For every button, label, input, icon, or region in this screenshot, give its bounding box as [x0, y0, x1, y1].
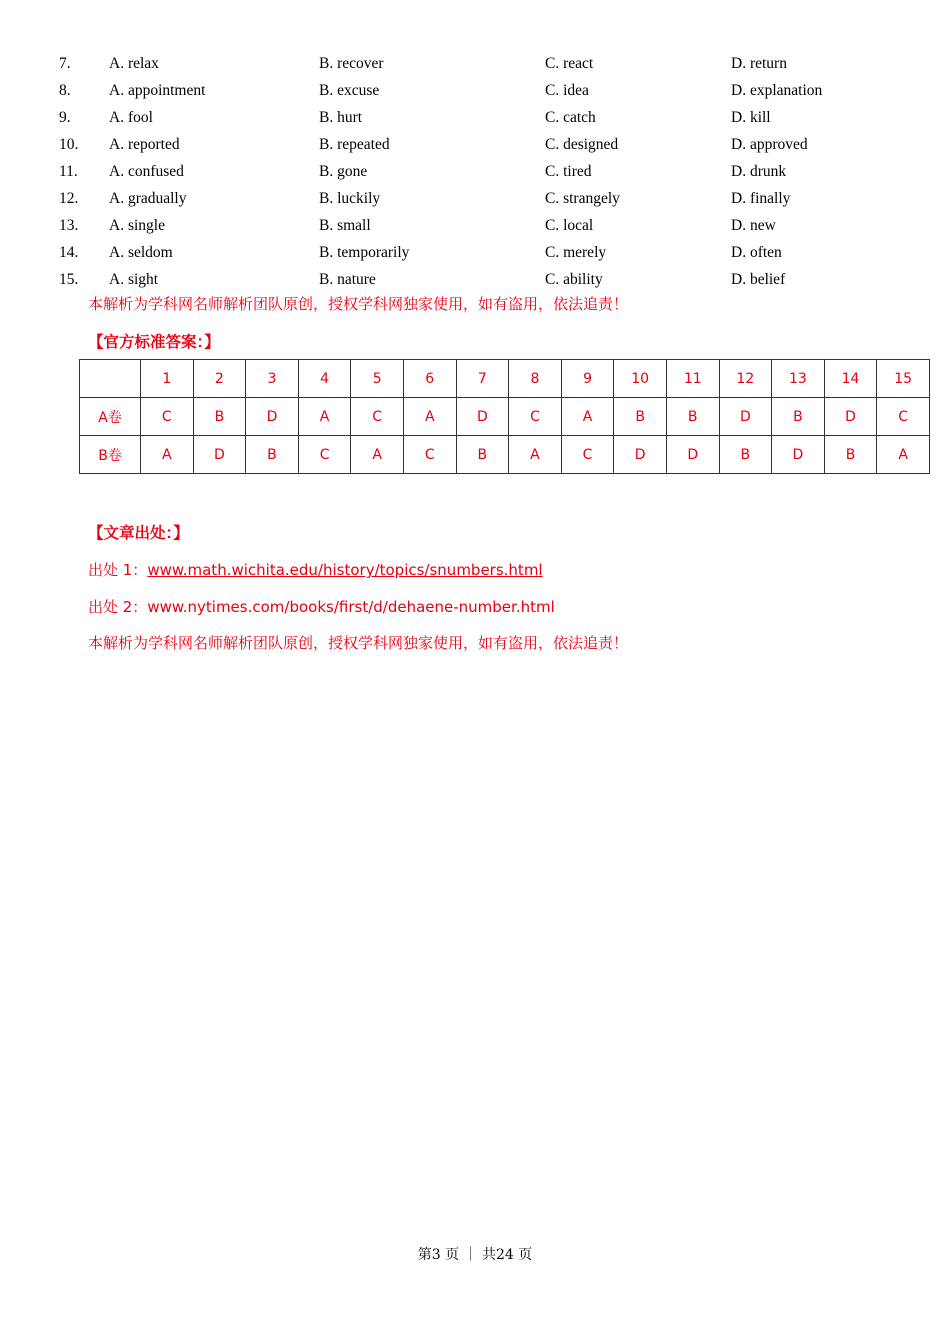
table-cell: 9 [561, 360, 614, 398]
table-cell: D [456, 398, 509, 436]
option-d: D. approved [731, 136, 808, 153]
option-b: B. small [319, 217, 371, 234]
table-cell: 7 [456, 360, 509, 398]
question-row [0, 131, 950, 158]
option-a: A. fool [109, 109, 153, 126]
question-row [0, 239, 950, 266]
option-b: B. excuse [319, 82, 380, 99]
table-cell: A [351, 436, 404, 474]
question-number: 11. [59, 163, 78, 180]
table-cell: A [509, 436, 562, 474]
option-c: C. local [545, 217, 594, 234]
option-d: D. often [731, 244, 782, 261]
table-cell: A [403, 398, 456, 436]
option-a: A. sight [109, 271, 159, 288]
table-cell: A [298, 398, 351, 436]
table-cell: 13 [772, 360, 825, 398]
option-d: D. new [731, 217, 776, 234]
table-cell: B [824, 436, 877, 474]
question-row [0, 266, 950, 293]
table-cell: 2 [193, 360, 246, 398]
option-a: A. gradually [109, 190, 187, 207]
option-b: B. luckily [319, 190, 381, 207]
option-b: B. gone [319, 163, 368, 180]
option-c: C. merely [545, 244, 607, 261]
table-cell: D [719, 398, 772, 436]
table-cell: A卷 [80, 398, 141, 436]
table-cell: 6 [403, 360, 456, 398]
table-header-row [80, 360, 930, 398]
option-c: C. catch [545, 109, 596, 126]
source-heading: 【文章出处：】 [88, 524, 189, 542]
source-1 [88, 559, 543, 580]
table-cell: A [141, 436, 194, 474]
question-number: 7. [59, 55, 71, 72]
question-number: 15. [59, 271, 79, 288]
option-b: B. hurt [319, 109, 363, 126]
table-cell [80, 360, 141, 398]
table-cell: A [561, 398, 614, 436]
question-row [0, 185, 950, 212]
option-d: D. explanation [731, 82, 823, 99]
table-cell: C [561, 436, 614, 474]
table-cell: D [614, 436, 667, 474]
table-cell: 10 [614, 360, 667, 398]
table-cell: 15 [877, 360, 930, 398]
table-cell: C [509, 398, 562, 436]
table-cell: D [193, 436, 246, 474]
table-cell: B [614, 398, 667, 436]
table-cell: 11 [666, 360, 719, 398]
question-number: 8. [59, 82, 71, 99]
table-cell: B [193, 398, 246, 436]
table-cell: B [456, 436, 509, 474]
question-row [0, 77, 950, 104]
table-cell: B [666, 398, 719, 436]
option-a: A. single [109, 217, 165, 234]
option-a: A. appointment [109, 82, 206, 99]
option-b: B. repeated [319, 136, 390, 153]
option-c: C. strangely [545, 190, 620, 207]
option-d: D. kill [731, 109, 771, 126]
answer-table [79, 359, 930, 474]
option-b: B. temporarily [319, 244, 410, 261]
option-a: A. confused [109, 163, 184, 180]
question-row [0, 50, 950, 77]
table-cell: A [877, 436, 930, 474]
table-cell: 4 [298, 360, 351, 398]
table-cell: C [403, 436, 456, 474]
option-c: C. react [545, 55, 594, 72]
table-cell: 12 [719, 360, 772, 398]
source-label: 出处 1： [88, 561, 148, 579]
source-link-1[interactable]: www.math.wichita.edu/history/topics/snumbers.html [147, 561, 543, 579]
table-cell: B卷 [80, 436, 141, 474]
option-c: C. ability [545, 271, 603, 288]
source-2 [88, 596, 555, 617]
page-footer: 第3 页 ｜ 共24 页 [417, 1247, 533, 1263]
table-cell: 1 [141, 360, 194, 398]
table-cell: 3 [246, 360, 299, 398]
table-cell: B [246, 436, 299, 474]
table-cell: 5 [351, 360, 404, 398]
table-cell: B [719, 436, 772, 474]
option-d: D. belief [731, 271, 786, 288]
table-cell: D [246, 398, 299, 436]
question-number: 13. [59, 217, 79, 234]
table-cell: C [298, 436, 351, 474]
option-d: D. drunk [731, 163, 787, 180]
table-cell: D [666, 436, 719, 474]
table-cell: D [824, 398, 877, 436]
table-cell: C [141, 398, 194, 436]
table-cell: 8 [509, 360, 562, 398]
option-a: A. seldom [109, 244, 173, 261]
question-number: 9. [59, 109, 71, 126]
table-row [80, 436, 930, 474]
table-cell: C [877, 398, 930, 436]
question-number: 10. [59, 136, 79, 153]
table-cell: D [772, 436, 825, 474]
question-row [0, 212, 950, 239]
option-d: D. finally [731, 190, 791, 207]
option-a: A. relax [109, 55, 159, 72]
question-row [0, 104, 950, 131]
question-row [0, 158, 950, 185]
table-cell: 14 [824, 360, 877, 398]
option-d: D. return [731, 55, 787, 72]
table-row [80, 398, 930, 436]
option-a: A. reported [109, 136, 180, 153]
table-cell: B [772, 398, 825, 436]
question-number: 12. [59, 190, 79, 207]
source-link-2[interactable]: www.nytimes.com/books/first/d/dehaene-number.html [147, 598, 555, 616]
option-c: C. designed [545, 136, 619, 153]
option-c: C. tired [545, 163, 592, 180]
option-b: B. nature [319, 271, 376, 288]
copyright-notice: 本解析为学科网名师解析团队原创，授权学科网独家使用，如有盗用，依法追责！ [88, 295, 629, 313]
question-number: 14. [59, 244, 79, 261]
answer-heading: 【官方标准答案：】 [88, 333, 220, 351]
copyright-notice: 本解析为学科网名师解析团队原创，授权学科网独家使用，如有盗用，依法追责！ [88, 634, 629, 652]
option-b: B. recover [319, 55, 384, 72]
option-c: C. idea [545, 82, 589, 99]
table-cell: C [351, 398, 404, 436]
source-label: 出处 2： [88, 598, 148, 616]
